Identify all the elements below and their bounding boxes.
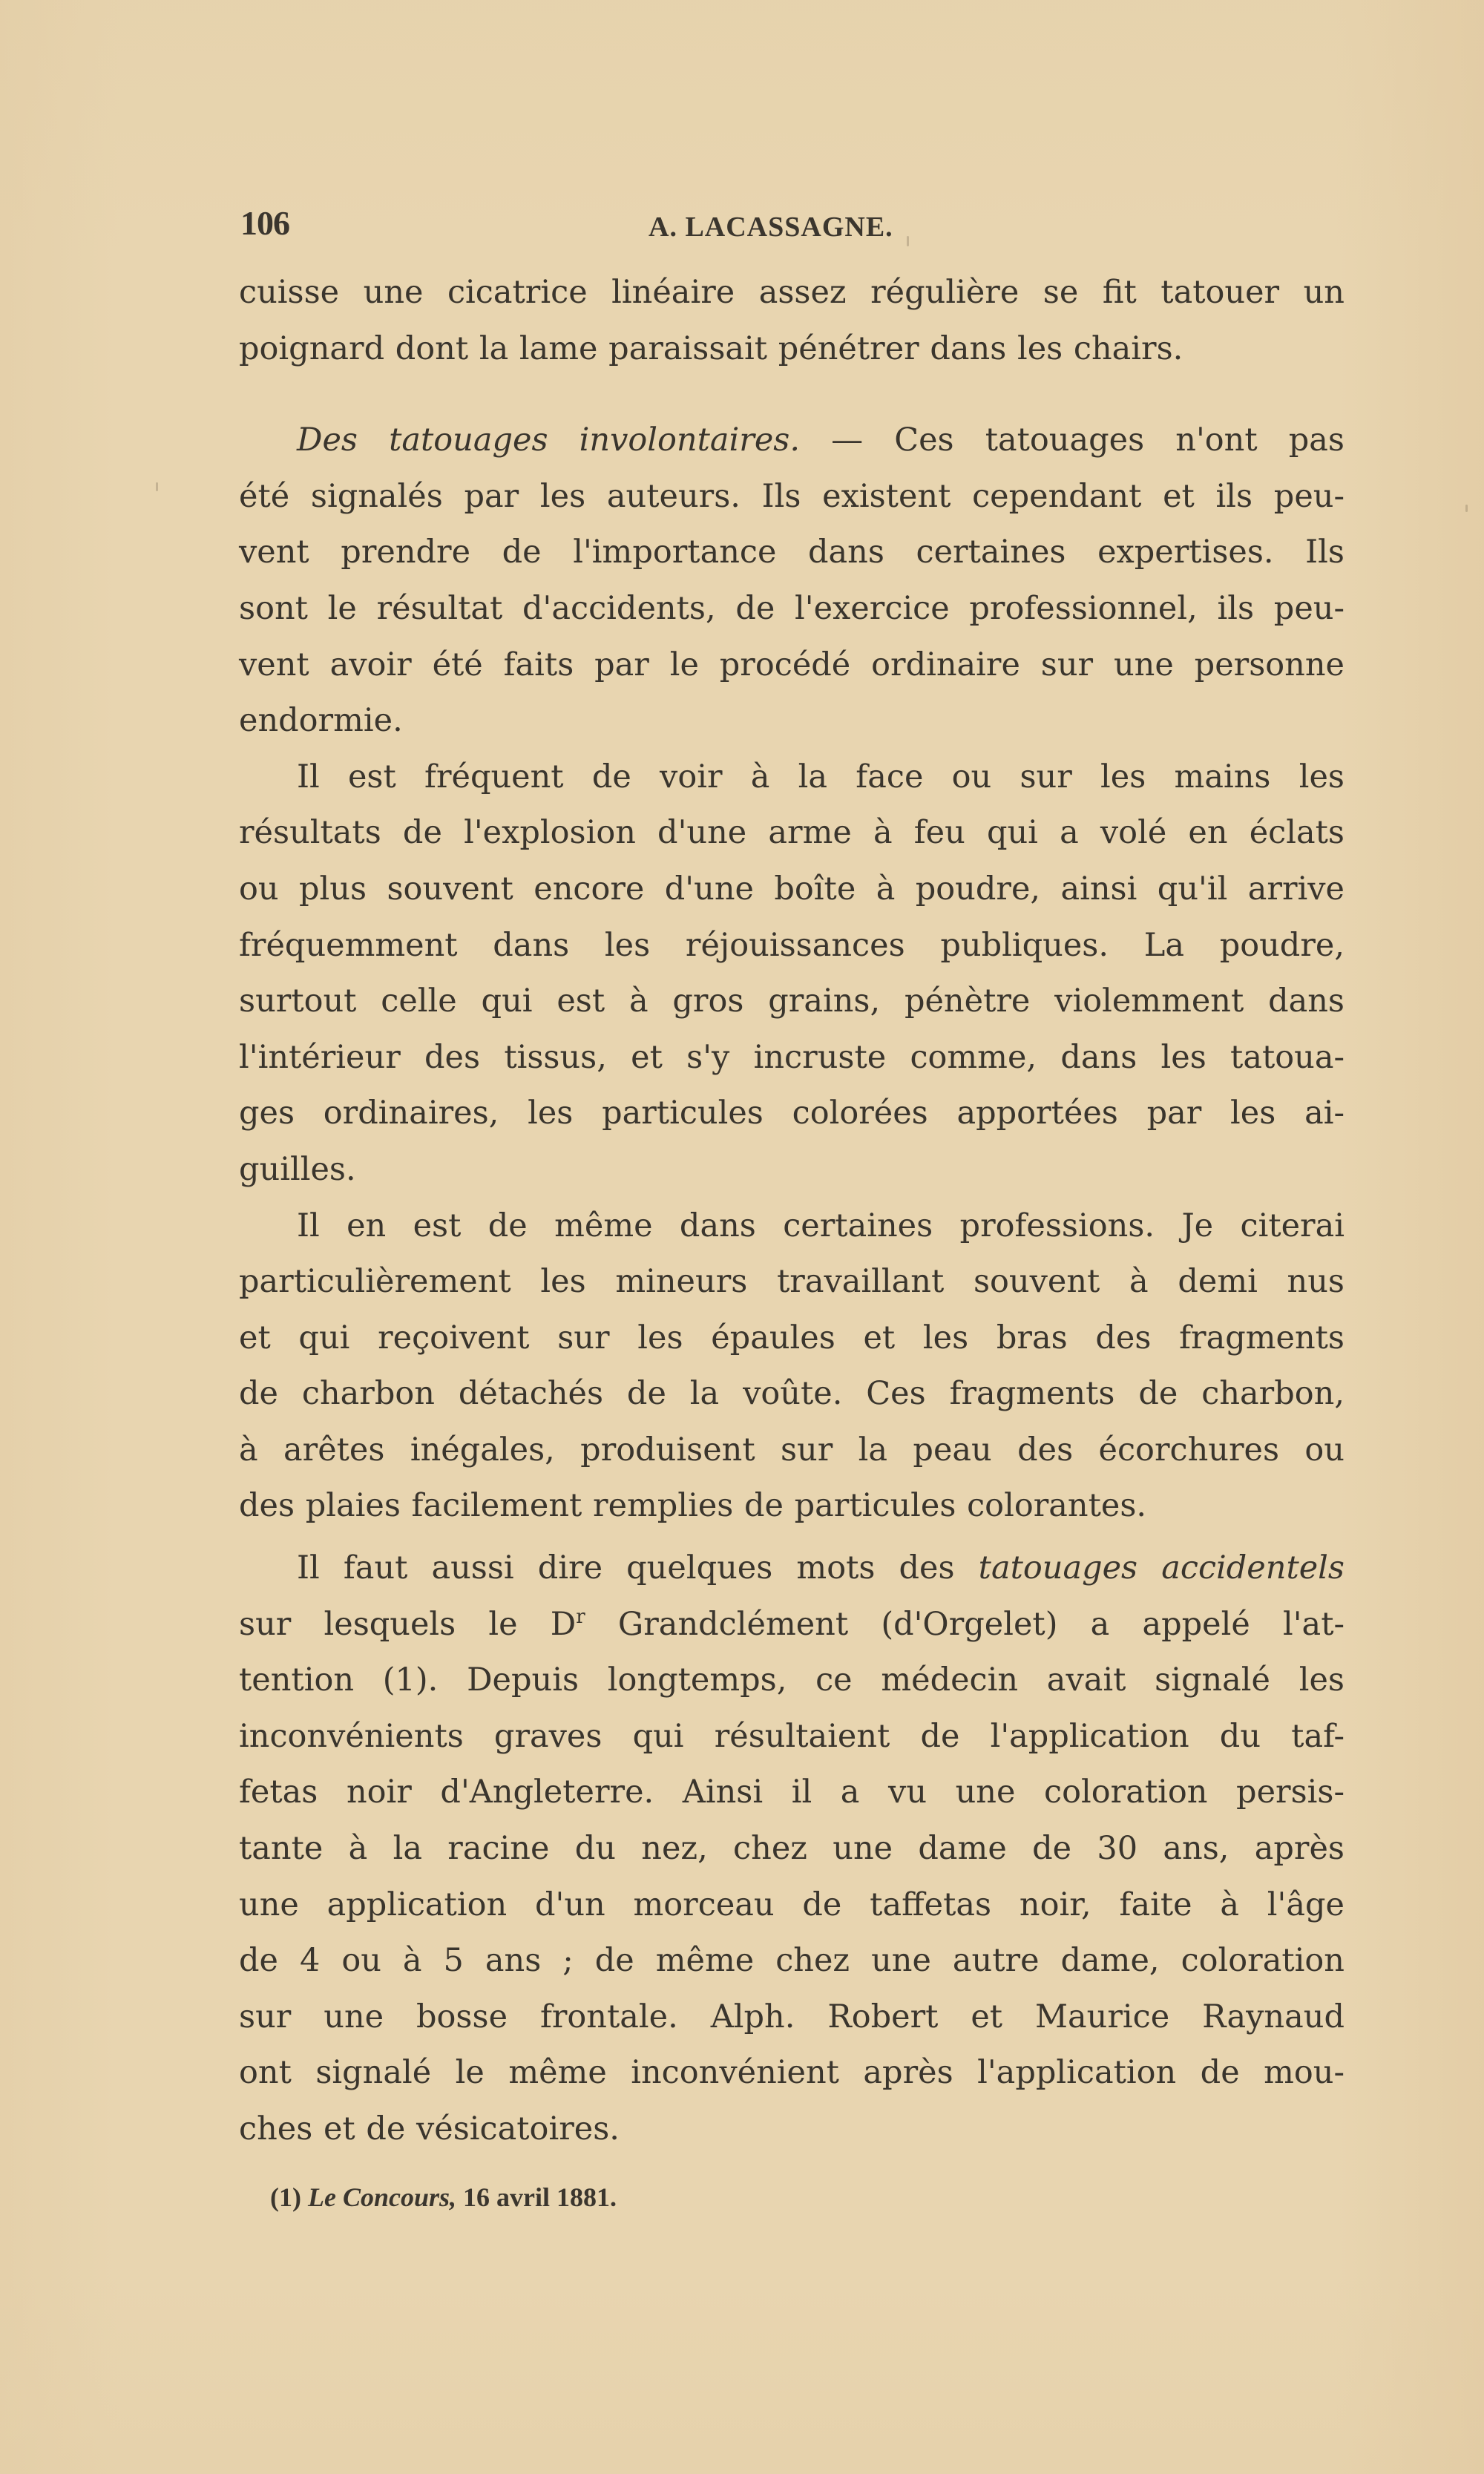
- text-line: particulièrement les mineurs travaillant souvent à demi nus: [239, 1263, 1345, 1301]
- text-line: sont le résultat d'accidents, de l'exercice professionnel, ils peu-: [239, 589, 1345, 627]
- text-line: [239, 1597, 1345, 1653]
- text-line: ou plus souvent encore d'une boîte à poudre, ainsi qu'il arrive: [239, 870, 1345, 908]
- scan-artifact: [156, 482, 158, 491]
- text-line: poignard dont la lame paraissait pénétrer dans les chairs.: [239, 329, 1183, 367]
- paragraph-continuation: [239, 265, 1345, 377]
- footnote: [270, 2182, 617, 2213]
- text-line: sur une bosse frontale. Alph. Robert et Maurice Raynaud: [239, 1998, 1345, 2035]
- text-line: vent avoir été faits par le procédé ordinaire sur une personne: [239, 646, 1345, 683]
- text-line: cuisse une cicatrice linéaire assez régulière se fit tatouer un: [239, 274, 1345, 311]
- text-line: fetas noir d'Angleterre. Ainsi il a vu une coloration persis-: [239, 1774, 1345, 1811]
- section-heading-italic: Des tatouages involontaires.: [297, 421, 801, 459]
- body-text: [239, 265, 1345, 2158]
- text-line: ges ordinaires, les particules colorées apportées par les ai-: [239, 1095, 1345, 1132]
- paragraph-explosion: [239, 749, 1345, 1198]
- text-line: tention (1). Depuis longtemps, ce médecin avait signalé les: [239, 1661, 1345, 1699]
- text-line: de 4 ou à 5 ans ; de même chez une autre dame, coloration: [239, 1942, 1345, 1980]
- text-line: été signalés par les auteurs. Ils existent cependant et ils peu-: [239, 477, 1345, 515]
- text-line: à arêtes inégales, produisent sur la peau des écorchures ou: [239, 1431, 1345, 1469]
- text-fragment: Il faut aussi dire quelques mots des: [297, 1549, 979, 1587]
- text-fragment: — Ces tatouages n'ont pas: [800, 421, 1345, 459]
- running-header: [239, 200, 1345, 245]
- text-fragment: sur lesquels le D: [239, 1605, 577, 1643]
- running-title: A. LACASSAGNE.: [649, 211, 893, 243]
- text-line: endormie.: [239, 702, 403, 740]
- scan-artifact: [1465, 505, 1468, 512]
- text-line: surtout celle qui est à gros grains, pénètre violemment dans: [239, 982, 1345, 1020]
- footnote-date: 16 avril 1881.: [463, 2182, 617, 2212]
- text-line: des plaies facilement remplies de particules colorantes.: [239, 1487, 1147, 1525]
- italic-term: tatouages accidentels: [978, 1549, 1345, 1587]
- text-line: de charbon détachés de la voûte. Ces fragments de charbon,: [239, 1375, 1345, 1413]
- footnote-source: Le Concours,: [307, 2182, 457, 2212]
- text-line: une application d'un morceau de taffetas noir, faite à l'âge: [239, 1886, 1345, 1923]
- text-line: guilles.: [239, 1150, 356, 1188]
- text-line: Il est fréquent de voir à la face ou sur les mains les: [297, 758, 1345, 795]
- text-line: [239, 1540, 1345, 1597]
- text-line: et qui reçoivent sur les épaules et les bras des fragments: [239, 1319, 1345, 1356]
- paragraph-involuntary-tattoos: [239, 413, 1345, 749]
- paragraph-spacer: [239, 1535, 1345, 1540]
- footnote-marker: (1): [270, 2182, 301, 2212]
- text-line: Il en est de même dans certaines professions. Je citerai: [297, 1207, 1345, 1244]
- book-page: [239, 0, 1345, 2474]
- text-line: l'intérieur des tissus, et s'y incruste comme, dans les tatoua-: [239, 1038, 1345, 1076]
- page-number: 106: [240, 204, 289, 242]
- text-line: inconvénients graves qui résultaient de l'application du taf-: [239, 1717, 1345, 1755]
- text-line: fréquemment dans les réjouissances publiques. La poudre,: [239, 926, 1345, 964]
- text-fragment: Grandclément (d'Orgelet) a appelé l'at-: [585, 1605, 1345, 1643]
- text-line: tante à la racine du nez, chez une dame de 30 ans, après: [239, 1830, 1345, 1868]
- text-line: ches et de vésicatoires.: [239, 2110, 620, 2147]
- paragraph-accidental-tattoos: [239, 1540, 1345, 2158]
- superscript-abbrev: r: [576, 1605, 585, 1628]
- text-line: résultats de l'explosion d'une arme à feu qui a volé en éclats: [239, 814, 1345, 852]
- scan-artifact: [907, 236, 909, 246]
- text-line: [239, 413, 1345, 469]
- text-line: vent prendre de l'importance dans certaines expertises. Ils: [239, 534, 1345, 571]
- paragraph-miners: [239, 1198, 1345, 1535]
- text-line: ont signalé le même inconvénient après l'application de mou-: [239, 2054, 1345, 2092]
- section-spacer: [239, 377, 1345, 413]
